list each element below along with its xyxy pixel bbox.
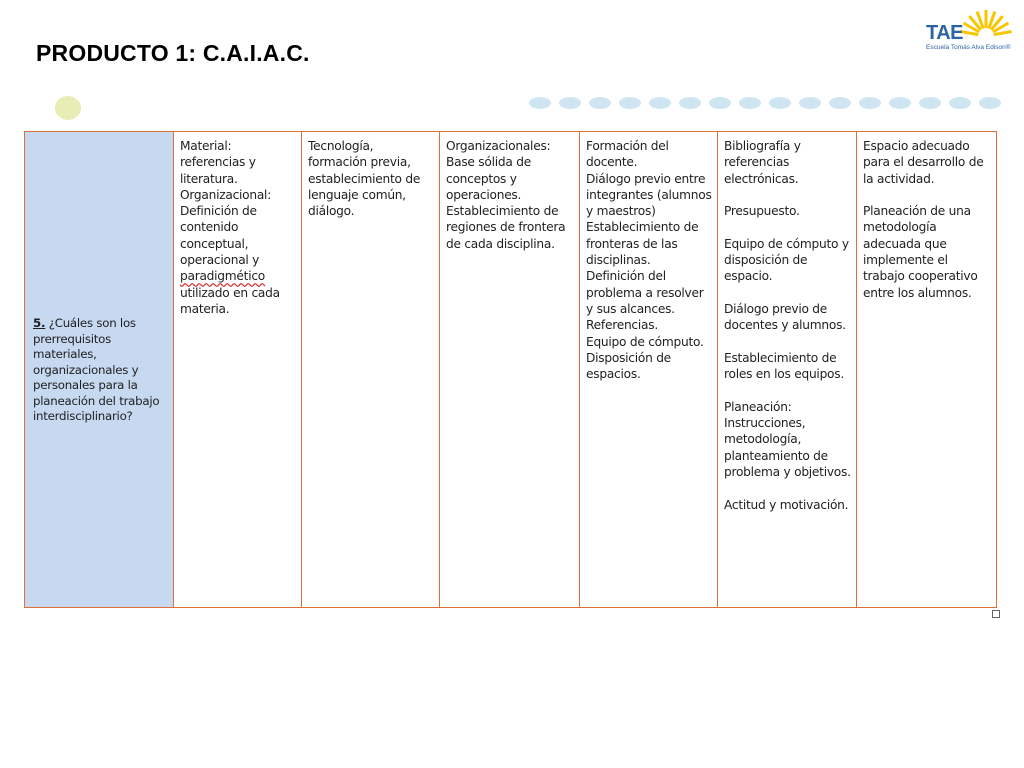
decorative-dot	[649, 97, 671, 109]
cell-text: Organizacionales: Base sólida de conceptos y operaciones. Establecimiento de regiones de frontera de cada disciplina.	[446, 139, 566, 251]
logo-subtitle: Escuela Tomás Alva Edison®	[926, 44, 1011, 51]
decorative-dot	[619, 97, 641, 109]
decorative-dot	[889, 97, 911, 109]
cell-text: Espacio adecuado para el desarrollo de la actividad. Planeación de una metodología adecuada que implemente el trabajo cooperativo entre los alumnos.	[863, 139, 984, 300]
decorative-dot	[859, 97, 881, 109]
question-text: ¿Cuáles son los prerrequisitos materiales, organizacionales y personales para la planeación del trabajo interdisciplinario?	[33, 315, 160, 424]
table-row	[25, 132, 997, 608]
answer-cell-material	[174, 132, 302, 608]
decorative-dot	[949, 97, 971, 109]
answer-cell-organizacionales	[440, 132, 580, 608]
decorative-dot	[829, 97, 851, 109]
answer-cell-tecnologia	[302, 132, 440, 608]
cell-text: Bibliografía y referencias electrónicas. Presupuesto. Equipo de cómputo y disposición de espacio. Diálogo previo de docentes y alumnos. Establecimiento de roles en los equipos. Planeación: Instrucciones, metodología, planteamiento de problema y objetivos. Actitud y motivación.	[724, 139, 851, 512]
decorative-dot	[679, 97, 701, 109]
answer-cell-formacion	[580, 132, 718, 608]
decorative-dot	[919, 97, 941, 109]
cell-text: Tecnología, formación previa, establecimiento de lenguaje común, diálogo.	[308, 139, 421, 219]
misspelled-word: paradigmético	[180, 269, 265, 284]
prerequisites-table	[24, 131, 997, 608]
question-number: 5.	[33, 315, 46, 330]
decorative-dot-band	[0, 0, 1024, 130]
cell-text-part: Material: referencias y literatura. Organizacional: Definición de contenido conceptual, operacional y	[180, 139, 272, 268]
cell-text	[180, 138, 296, 317]
decorative-dot	[709, 97, 731, 109]
resize-handle[interactable]	[992, 610, 1000, 618]
slide-title: PRODUCTO 1: C.A.I.A.C.	[36, 40, 310, 66]
decorative-dot	[769, 97, 791, 109]
decorative-dot	[55, 96, 81, 120]
cell-text: Formación del docente. Diálogo previo entre integrantes (alumnos y maestros) Establecimiento de fronteras de las disciplinas. Definición del problema a resolver y sus alcances. Referencias. Equipo de cómputo. Disposición de espacios.	[586, 139, 712, 382]
decorative-dot	[529, 97, 551, 109]
cell-text-tail: utilizado en cada materia.	[180, 285, 280, 316]
decorative-dot	[799, 97, 821, 109]
logo-text: TAE	[926, 22, 964, 44]
decorative-dot	[739, 97, 761, 109]
decorative-dot	[979, 97, 1001, 109]
decorative-dot	[589, 97, 611, 109]
decorative-dot	[559, 97, 581, 109]
answer-cell-bibliografia	[718, 132, 857, 608]
answer-cell-espacio	[857, 132, 997, 608]
question-cell	[25, 132, 174, 608]
